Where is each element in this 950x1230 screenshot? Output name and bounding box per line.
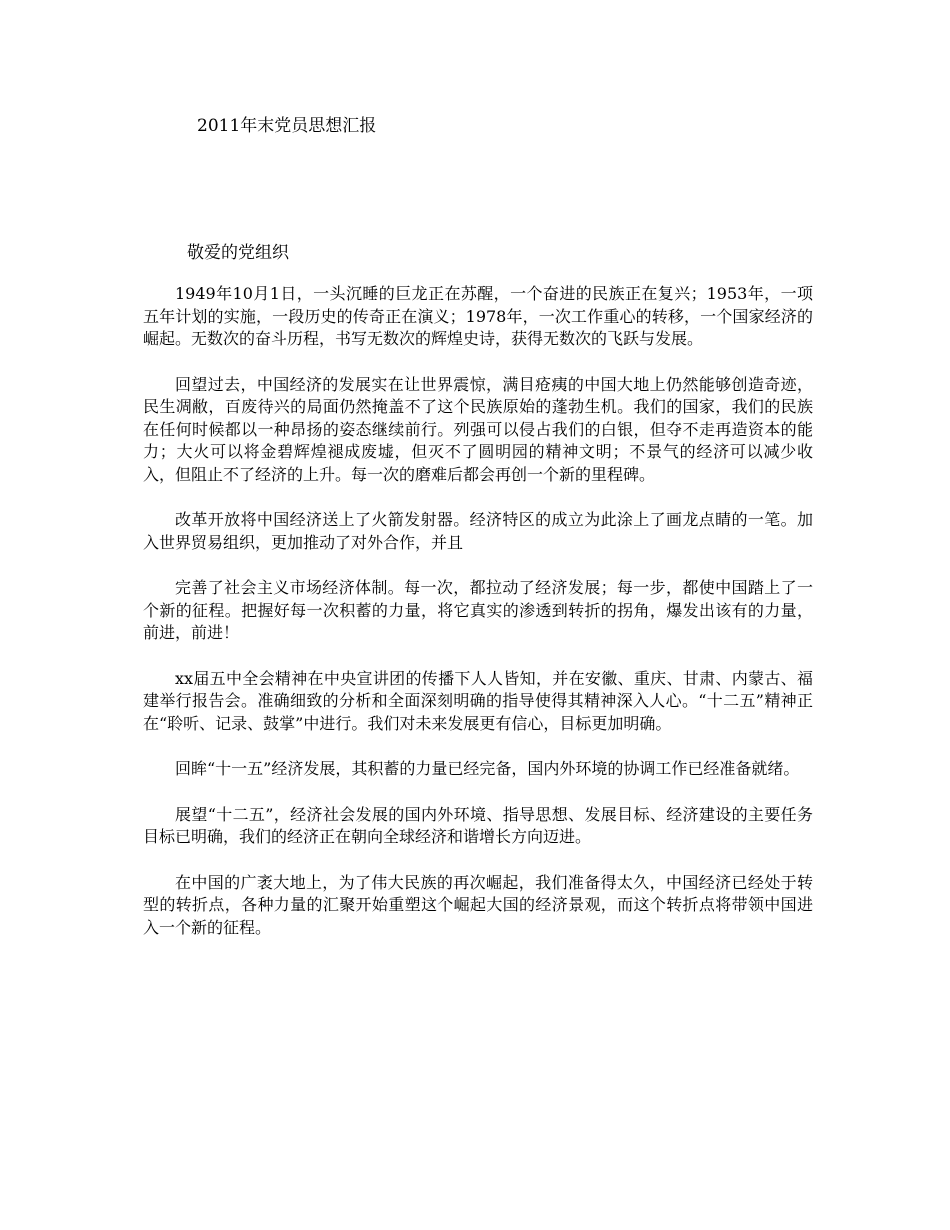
document-title: 2011年末党员思想汇报 [197, 116, 377, 136]
paragraph-4: 完善了社会主义市场经济体制。每一次，都拉动了经济发展；每一步，都使中国踏上了一个新的征程。把握好每一次积蓄的力量，将它真实的渗透到转折的拐角，爆发出该有的力量，前进，前进！ [143, 578, 813, 642]
paragraph-8: 在中国的广袤大地上，为了伟大民族的再次崛起，我们准备得太久，中国经济已经处于转型的转折点，各种力量的汇聚开始重塑这个崛起大国的经济景观，而这个转折点将带领中国进入一个新的征程。 [143, 872, 813, 937]
paragraph-7: 展望“十二五”，经济社会发展的国内外环境、指导思想、发展目标、经济建设的主要任务目标已明确，我们的经济正在朝向全球经济和谐增长方向迈进。 [143, 804, 813, 846]
paragraph-6: 回眸“十一五”经济发展，其积蓄的力量已经完备，国内外环境的协调工作已经准备就绪。 [175, 759, 800, 778]
document-body [143, 283, 813, 962]
paragraph-2: 回望过去，中国经济的发展实在让世界震惊，满目疮痍的中国大地上仍然能够创造奇迹，民生凋敝，百废待兴的局面仍然掩盖不了这个民族原始的蓬勃生机。我们的国家，我们的民族在任何时候都以一种昂扬的姿态继续前行。列强可以侵占我们的白银，但夺不走再造资本的能力；大火可以将金碧辉煌褪成废墟，但灭不了圆明园的精神文明；不景气的经济可以减少收入，但阻止不了经济的上升。每一次的磨难后都会再创一个新的里程碑。 [143, 374, 813, 484]
salutation: 敬爱的党组织 [187, 243, 289, 263]
paragraph-5: xx届五中全会精神在中央宣讲团的传播下人人皆知，并在安徽、重庆、甘肃、内蒙古、福建举行报告会。准确细致的分析和全面深刻明确的指导使得其精神深入人心。“十二五”精神正在“聆听、记录、鼓掌”中进行。我们对未来发展更有信心，目标更加明确。 [143, 668, 813, 733]
paragraph-3: 改革开放将中国经济送上了火箭发射器。经济特区的成立为此涂上了画龙点睛的一笔。加入世界贸易组织，更加推动了对外合作，并且 [143, 510, 813, 552]
paragraph-1: 1949年10月1日，一头沉睡的巨龙正在苏醒，一个奋进的民族正在复兴；1953年，一项五年计划的实施，一段历史的传奇正在演义；1978年，一次工作重心的转移，一个国家经济的崛起。无数次的奋斗历程，书写无数次的辉煌史诗，获得无数次的飞跃与发展。 [143, 284, 813, 348]
